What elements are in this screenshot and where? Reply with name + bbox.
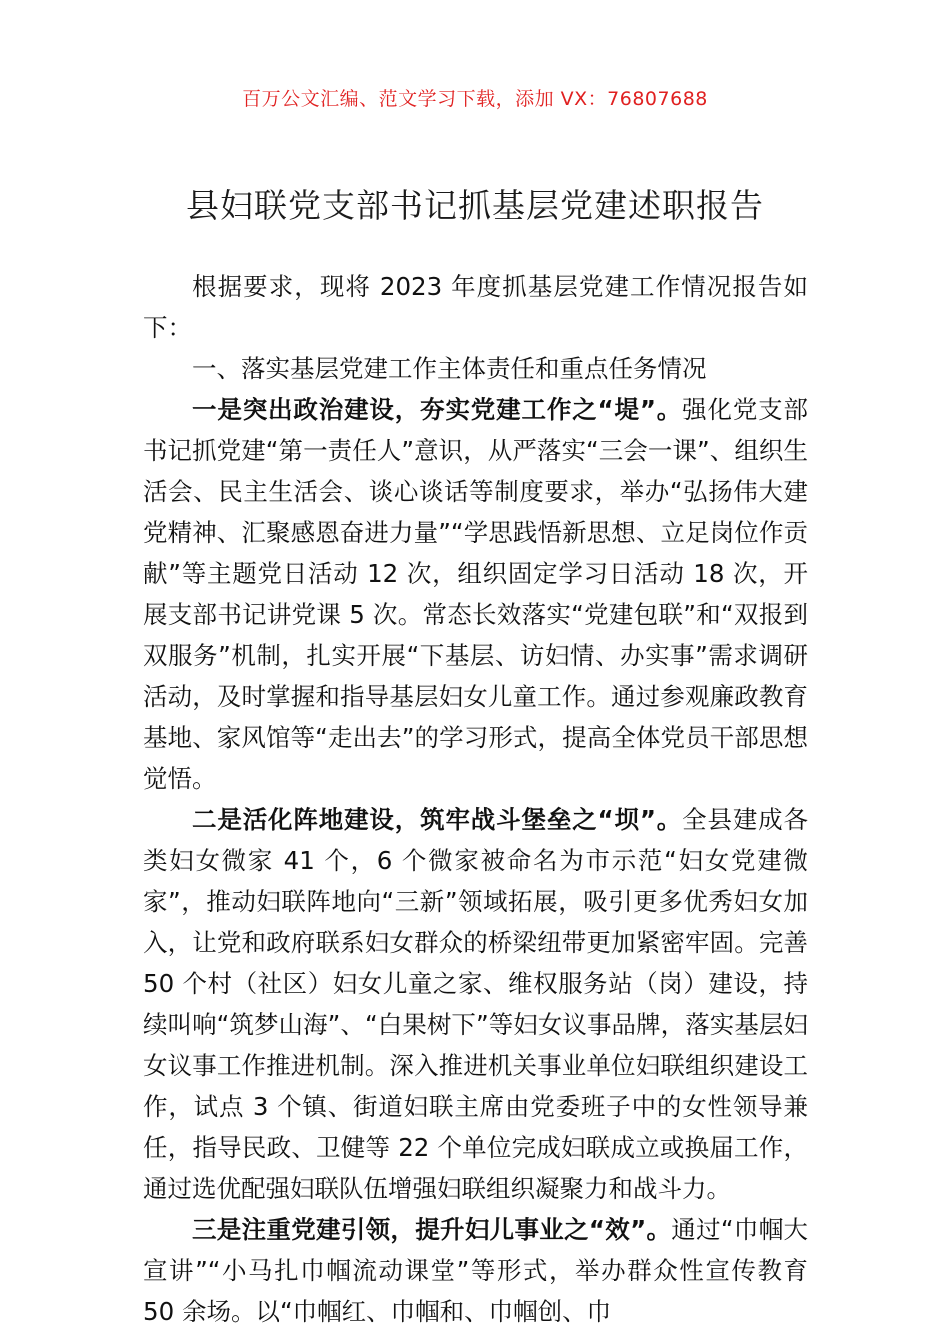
watermark-text: 百万公文汇编、范文学习下载，添加 VX：76807688	[242, 88, 708, 110]
paragraph-1-lead: 一是突出政治建设，夯实党建工作之“堤”。	[192, 395, 683, 424]
paragraph-3	[143, 1209, 808, 1332]
paragraph-3-body: 通过“巾帼大宣讲”“小马扎巾帼流动课堂”等形式，举办群众性宣传教育 50 余场。以“巾帼红、巾帼和、巾帼创、巾	[143, 1215, 808, 1326]
intro-paragraph: 根据要求，现将 2023 年度抓基层党建工作情况报告如下：	[143, 272, 808, 342]
document-title: 县妇联党支部书记抓基层党建述职报告	[186, 186, 764, 225]
paragraph-1-body: 强化党支部书记抓党建“第一责任人”意识，从严落实“三会一课”、组织生活会、民主生活会、谈心谈话等制度要求，举办“弘扬伟大建党精神、汇聚感恩奋进力量”“学思践悟新思想、立足岗位作贡献”等主题党日活动 12 次，组织固定学习日活动 18 次，开展支部书记讲党课 5 次。常态长效落实“党建包联”和“双报到双服务”机制，扎实开展“下基层、访妇情、办实事”需求调研活动，及时掌握和指导基层妇女儿童工作。通过参观廉政教育基地、家风馆等“走出去”的学习形式，提高全体党员干部思想觉悟。	[143, 395, 809, 793]
paragraph-2-body: 全县建成各类妇女微家 41 个，6 个微家被命名为市示范“妇女党建微家”，推动妇联阵地向“三新”领域拓展，吸引更多优秀妇女加入，让党和政府联系妇女群众的桥梁纽带更加紧密牢固。完善 50 个村（社区）妇女儿童之家、维权服务站（岗）建设，持续叫响“筑梦山海”、“白果树下”等妇女议事品牌，落实基层妇女议事工作推进机制。深入推进机关事业单位妇联组织建设工作，试点 3 个镇、街道妇联主席由党委班子中的女性领导兼任，指导民政、卫健等 22 个单位完成妇联成立或换届工作，通过选优配强妇联队伍增强妇联组织凝聚力和战斗力。	[143, 805, 809, 1203]
paragraph-3-lead: 三是注重党建引领，提升妇儿事业之“效”。	[192, 1215, 672, 1244]
section-heading: 一、落实基层党建工作主体责任和重点任务情况	[192, 354, 707, 383]
paragraph-2-lead: 二是活化阵地建设，筑牢战斗堡垒之“坝”。	[192, 805, 683, 834]
paragraph-1	[143, 389, 808, 799]
paragraph-2	[143, 799, 808, 1209]
document-body	[143, 266, 808, 1332]
